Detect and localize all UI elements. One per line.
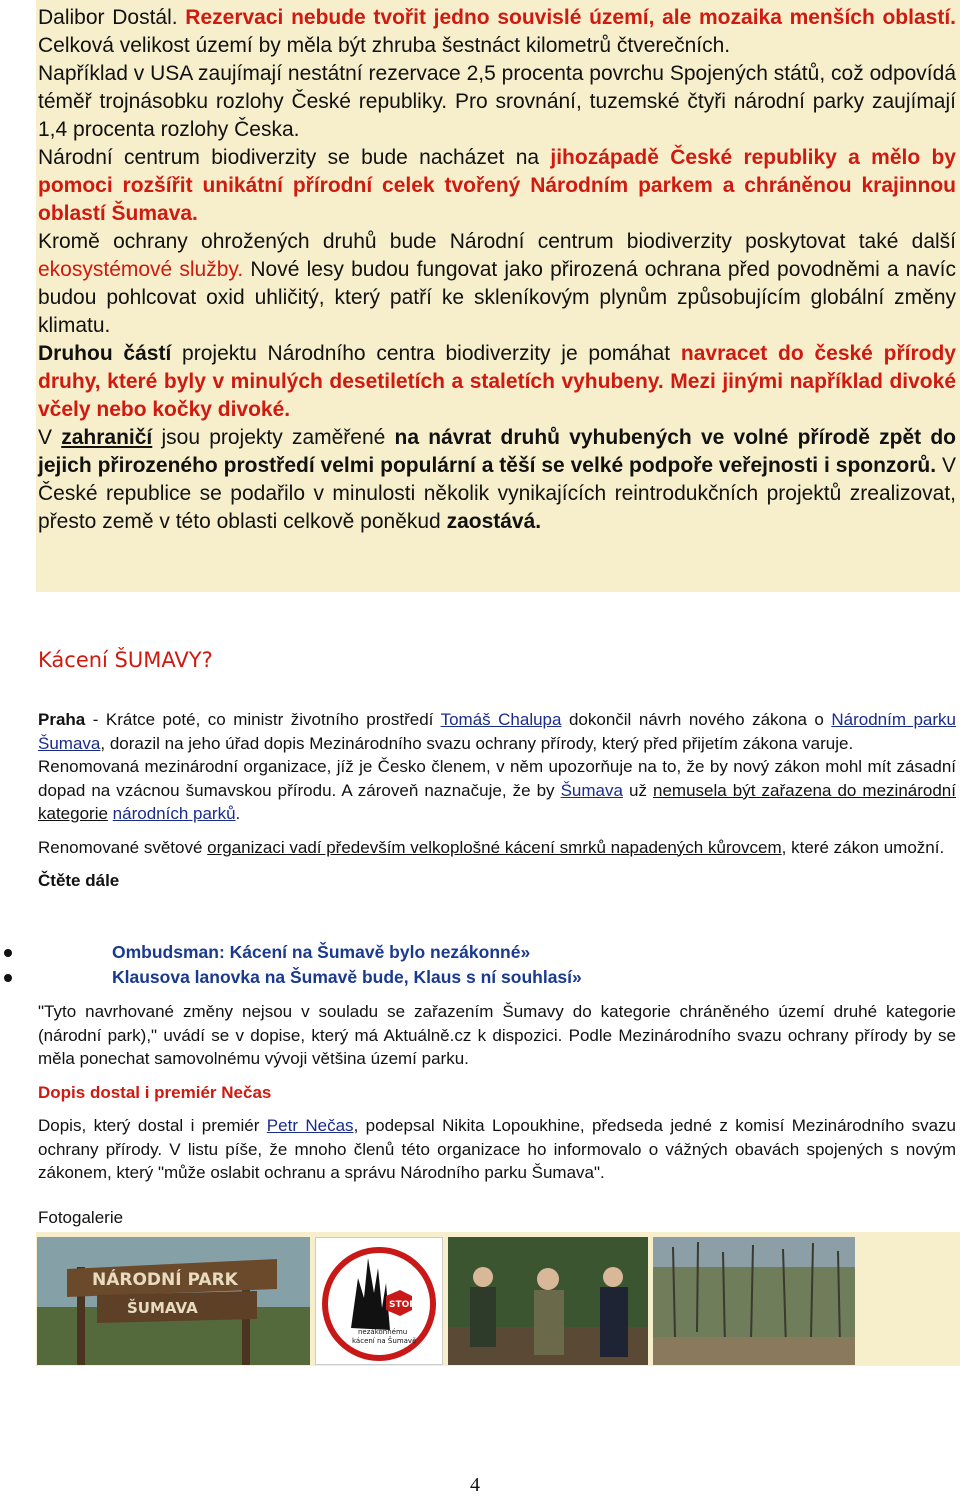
link-sumava[interactable]: Šumava (560, 780, 623, 800)
link-narodni-park-sumava[interactable]: Národním parku Šumava (38, 710, 956, 753)
read-more-label: Čtěte dále (38, 871, 120, 890)
subheading: Dopis dostal i premiér Nečas (38, 1082, 272, 1102)
paragraph: Praha - Krátce poté, co ministr životního prostředí Tomáš Chalupa dokončil návrh nového zákona o Národním parku Šumava, dorazil na jeho úřad dopis Mezinárodního svazu ochrany přírody, který před přijetím zákona varuje. (38, 710, 956, 753)
sign-text: ŠUMAVA (127, 1299, 198, 1317)
top-article-text (38, 4, 956, 536)
link-tomas-chalupa[interactable]: Tomáš Chalupa (440, 710, 562, 729)
paragraph: Kromě ochrany ohrožených druhů bude Národní centrum biodiverzity poskytovat také další ekosystémové služby. Nové lesy budou fungovat jako přirozená ochrana před povodněmi a navíc budou pohlcovat oxid uhličitý, který patří ke skleníkovým plynům způsobujícím globální změny klimatu. (38, 230, 957, 337)
list-item (0, 965, 960, 990)
gallery-photo-park-sign[interactable] (37, 1237, 310, 1365)
park-sign-image (37, 1237, 310, 1365)
stop-subtext: nezákonnému (358, 1328, 408, 1336)
list-item (0, 940, 960, 965)
bullet-icon (4, 949, 12, 957)
related-link[interactable]: Ombudsman: Kácení na Šumavě bylo nezákonné» (112, 942, 531, 962)
paragraph: Národní centrum biodiverzity se bude nacházet na jihozápadě České republiky a mělo by pomoci rozšířit unikátní přírodní celek tvořený Národním parkem a chráněnou krajinnou oblastí Šumava. (38, 146, 956, 225)
stop-logo-image (316, 1238, 442, 1364)
gallery-label: Fotogalerie (38, 1208, 124, 1227)
related-links-list (0, 940, 960, 990)
link-petr-necas[interactable]: Petr Nečas (266, 1116, 354, 1135)
article-body-continued (38, 1000, 956, 1185)
stop-text: STOP (389, 1300, 416, 1310)
clearcut-forest-image (653, 1237, 855, 1365)
gallery-photo-people-forest[interactable] (448, 1237, 648, 1365)
bullet-icon (4, 974, 12, 982)
paragraph: Dalibor Dostál. Rezervaci nebude tvořit jedno souvislé území, ale mozaika menších oblastí. Celková velikost území by měla být zhruba šestnáct kilometrů čtverečních. (38, 6, 956, 57)
article-heading: Kácení ŠUMAVY? (38, 648, 213, 672)
paragraph: V zahraničí jsou projekty zaměřené na návrat druhů vyhubených ve volné přírodě zpět do jejich přirozeného prostředí velmi populární a těší se velké podpoře veřejnosti i sponzorů. V České republice se podařilo v minulosti několik vynikajících reintrodukčních projektů zrealizovat, přesto země v této oblasti celkově poněkud zaostává. (38, 426, 956, 533)
paragraph: Renomované světové organizaci vadí především velkoplošné kácení smrků napadených kůrovcem, které zákon umožní. (38, 837, 945, 857)
paragraph: Druhou částí projektu Národního centra biodiverzity je pomáhat navracet do české přírody druhy, které byly v minulých desetiletích a staletích vyhubeny. Mezi jinými například divoké včely nebo kočky divoké. (38, 342, 956, 421)
page-number: 4 (470, 1474, 480, 1496)
link-kaceni-smrku[interactable]: organizaci vadí především velkoplošné kácení smrků napadených kůrovcem (207, 837, 782, 857)
paragraph: Renomovaná mezinárodní organizace, jíž je Česko členem, v něm upozorňuje na to, že by nový zákon mohl mít zásadní dopad na vzácnou šumavskou přírodu. A zároveň naznačuje, že by Šumava už nemusela být zařazena do mezinárodní kategorie národních parků. (38, 757, 956, 823)
link-mezinarodni-kategorie[interactable]: nemusela být zařazena do mezinárodní kategorie (38, 780, 956, 823)
paragraph: Například v USA zaujímají nestátní rezervace 2,5 procenta povrchu Spojených států, což odpovídá téměř trojnásobku rozlohy České republiky. Pro srovnání, tuzemské čtyři národní parky zaujímají 1,4 procenta rozlohy Česka. (38, 62, 956, 141)
paragraph: "Tyto navrhované změny nejsou v souladu se zařazením Šumavy do kategorie chráněného území druhé kategorie (národní park)," uvádí se v dopise, který má Aktuálně.cz k dispozici. Podle Mezinárodního svazu ochrany přírody by se měla ponechat samovolnému vývoji většina území parku. (38, 1002, 956, 1068)
related-link[interactable]: Klausova lanovka na Šumavě bude, Klaus s ní souhlasí» (112, 967, 582, 987)
link-narodnich-parku[interactable]: národních parků (112, 804, 236, 823)
stop-subtext: kácení na Šumavě (352, 1337, 417, 1345)
gallery-photo-stop-logo[interactable] (315, 1237, 443, 1365)
gallery-photo-clearcut[interactable] (653, 1237, 855, 1365)
forest-people-image (448, 1237, 648, 1365)
sign-text: NÁRODNÍ PARK (92, 1270, 238, 1290)
paragraph: Dopis, který dostal i premiér Petr Nečas, podepsal Nikita Lopoukhine, předseda jedné z komisí Mezinárodního svazu ochrany přírody. V listu píše, že mnoho členů této organizace ho informovalo o vážných obavách spojených s novým zákonem, který "může oslabit ochranu a správu Národního parku Šumava". (38, 1116, 956, 1182)
article-body (38, 708, 956, 893)
